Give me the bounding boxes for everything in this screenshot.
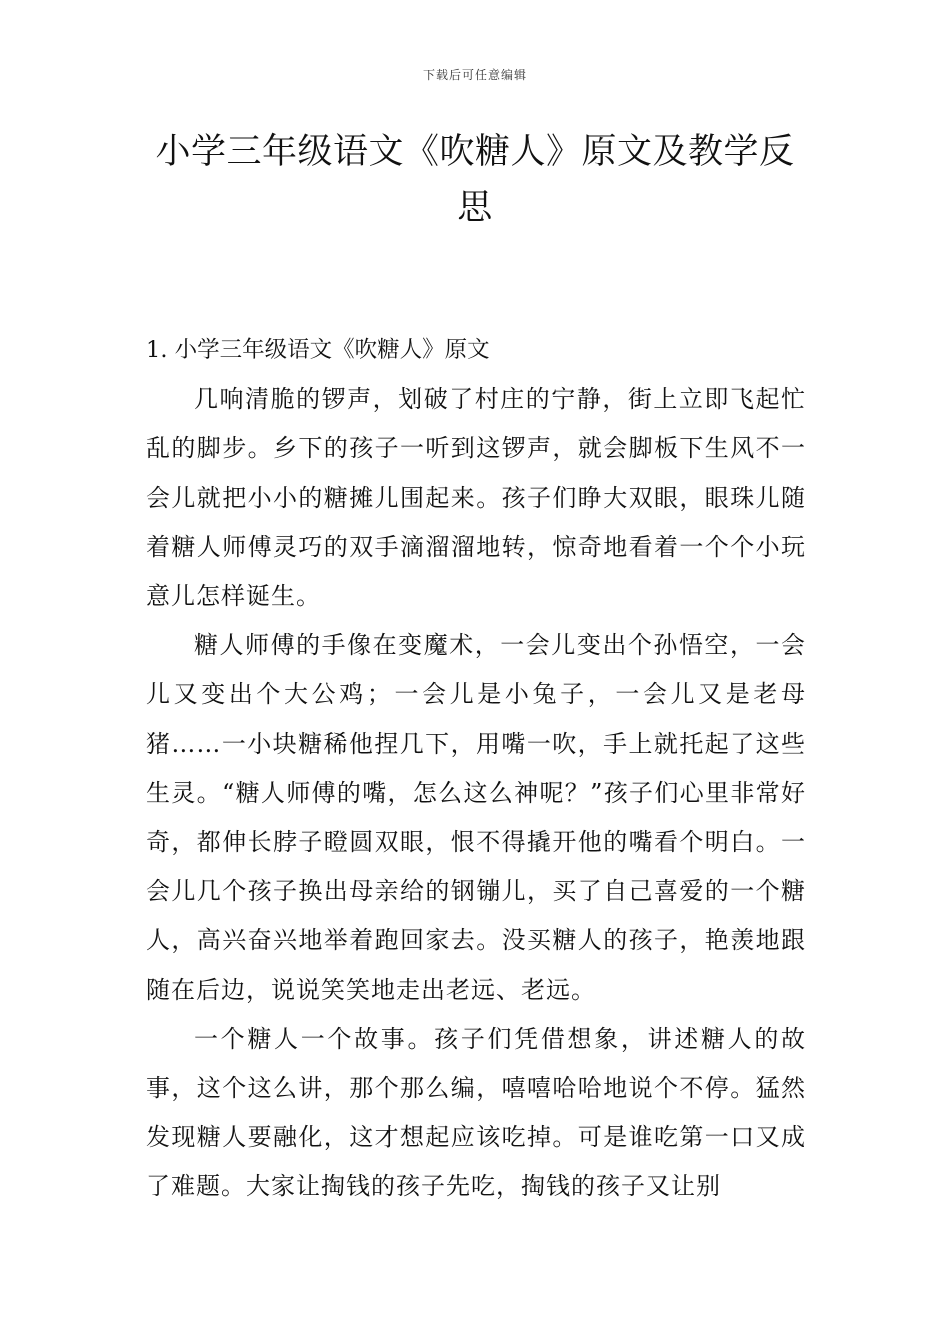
paragraph-2: 糖人师傅的手像在变魔术，一会儿变出个孙悟空，一会儿又变出个大公鸡；一会儿是小兔子，一会儿又是老母猪……一小块糖稀他捏几下，用嘴一吹，手上就托起了这些生灵。“糖人师傅的嘴，怎么这么神呢？”孩子们心里非常好奇，都伸长脖子瞪圆双眼，恨不得撬开他的嘴看个明白。一会儿几个孩子换出母亲给的钢镚儿，买了自己喜爱的一个糖人，高兴奋兴地举着跑回家去。没买糖人的孩子，艳羡地跟随在后边，说说笑笑地走出老远、老远。 bbox=[146, 631, 806, 1004]
document-body bbox=[146, 326, 806, 1212]
section-heading: 1. 小学三年级语文《吹糖人》原文 bbox=[146, 337, 490, 363]
paragraph-1: 几响清脆的锣声，划破了村庄的宁静，街上立即飞起忙乱的脚步。乡下的孩子一听到这锣声，就会脚板下生风不一会儿就把小小的糖摊儿围起来。孩子们睁大双眼，眼珠儿随着糖人师傅灵巧的双手滴溜溜地转，惊奇地看着一个个小玩意儿怎样诞生。 bbox=[146, 385, 806, 611]
document-title: 小学三年级语文《吹糖人》原文及教学反思 bbox=[155, 132, 795, 228]
paragraph-3: 一个糖人一个故事。孩子们凭借想象，讲述糖人的故事，这个这么讲，那个那么编，嘻嘻哈哈地说个不停。猛然发现糖人要融化，这才想起应该吃掉。可是谁吃第一口又成了难题。大家让掏钱的孩子先吃，掏钱的孩子又让别 bbox=[146, 1024, 806, 1201]
page-header-note: 下载后可任意编辑 bbox=[422, 68, 527, 82]
